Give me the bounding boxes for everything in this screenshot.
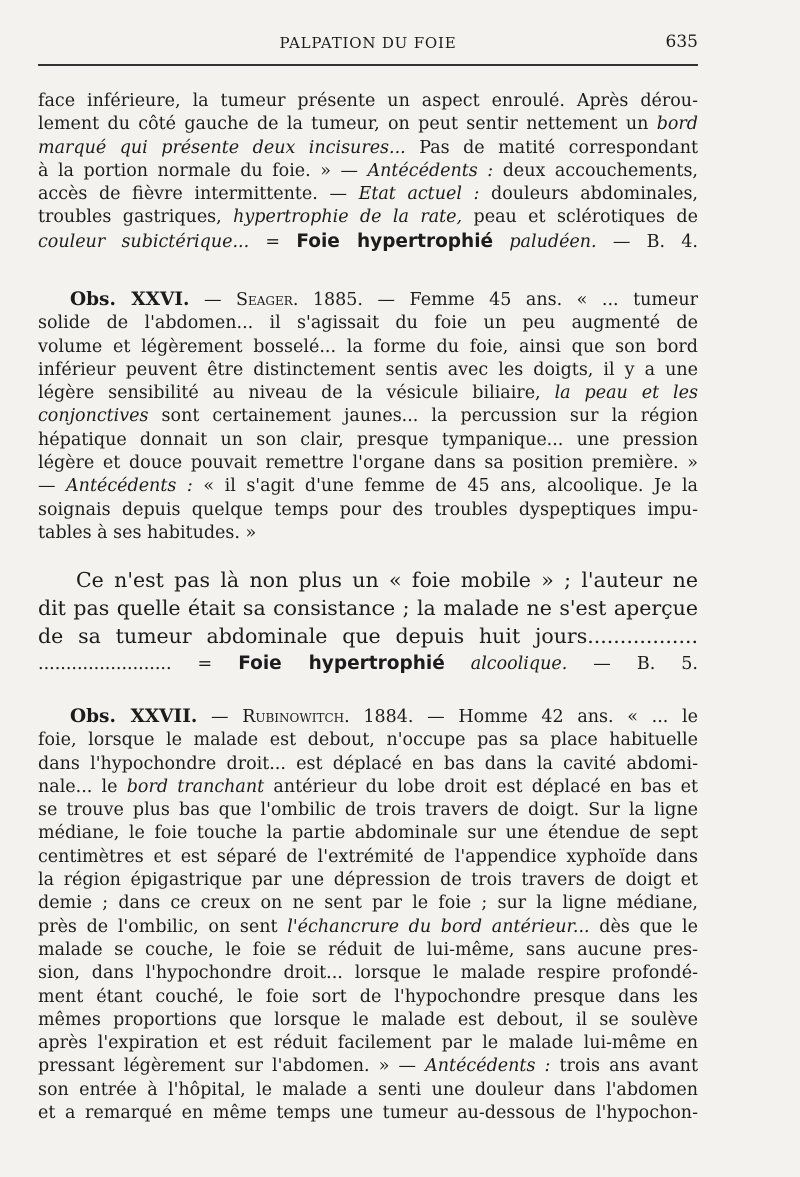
text: mêmes proportions que lorsque le malade est debout, il se soulève (38, 1009, 698, 1030)
text-line (38, 160, 698, 183)
text: trois ans avant (550, 1056, 698, 1077)
observation-xxvii (38, 705, 698, 1125)
text: Ce n'est pas là non plus un « foie mobile » ; l'auteur ne (76, 568, 698, 592)
page-number: 635 (665, 32, 698, 52)
text-line (38, 452, 698, 475)
text-line (38, 312, 698, 335)
text: centimètres et est séparé de l'extrémité de l'appendice xyphoïde dans (38, 846, 698, 867)
text: médiane, le foie touche la partie abdominale sur une étendue de sept (38, 823, 698, 844)
text: ........................ = (38, 654, 239, 674)
text: son entrée à l'hôpital, le malade a senti une douleur dans l'abdomen (38, 1079, 698, 1100)
text: « il s'agit d'une femme de 45 ans, alcoolique. Je la (192, 476, 698, 497)
text: légère et douce pouvait remettre l'organe dans sa position première. » (38, 453, 698, 474)
text-line (38, 939, 698, 962)
commentary-paragraph (38, 566, 698, 678)
text-line (38, 869, 698, 892)
text: dit pas quelle était sa consistance ; la malade ne s'est aperçue (38, 596, 698, 620)
text-line (38, 1055, 698, 1078)
italic-text: bord (656, 114, 698, 135)
text-line (38, 822, 698, 845)
page-header (38, 34, 698, 56)
text: dès que le (589, 916, 698, 937)
header-rule (38, 64, 698, 66)
text: à la portion normale du foie. » — (38, 160, 368, 181)
author-name: Seager (236, 290, 293, 310)
text: . 1884. — Homme 42 ans. « ... le (344, 707, 698, 727)
italic-text: Antécédents : (425, 1056, 551, 1077)
text: — (189, 290, 237, 310)
text: lement du côté gauche de la tumeur, on peut sentir nettement un (38, 114, 657, 135)
italic-text: marqué qui présente deux incisures... (38, 137, 406, 158)
italic-text: Antécédents : (367, 160, 494, 181)
text: demie ; dans ce creux on ne sent par le foie ; sur la ligne médiane, (38, 893, 698, 914)
text: peau et sclérotiques de (462, 207, 698, 228)
text-line (38, 566, 698, 594)
running-title: PALPATION DU FOIE (279, 34, 457, 52)
text: nale... le (38, 776, 127, 797)
diagnosis-label: Foie hypertrophié (296, 230, 494, 252)
text: légère sensibilité au niveau de la vésicule biliaire, (38, 383, 555, 404)
text: solide de l'abdomen... il s'agissait du foie un peu augmenté de (38, 313, 698, 334)
italic-text: Antécédents : (66, 476, 193, 497)
text-line (38, 137, 698, 160)
text: soignais depuis quelque temps pour des troubles dyspeptiques impu- (38, 499, 698, 520)
author-name: Rubinowitch (242, 707, 345, 727)
text-line (38, 522, 698, 545)
text-line (38, 650, 698, 678)
text-line (38, 622, 698, 650)
text-line (38, 405, 698, 428)
text-line (38, 986, 698, 1009)
text-line (38, 892, 698, 915)
text-line (38, 776, 698, 799)
text-line (38, 916, 698, 939)
text-line (38, 336, 698, 359)
text (445, 654, 471, 674)
text-line (38, 288, 698, 312)
text: Pas de matité correspondant (405, 137, 698, 158)
text: dans l'hypochondre droit... est déplacé en bas dans la cavité abdomi- (38, 753, 698, 774)
text: foie, lorsque le malade est debout, n'occupe pas sa place habituelle (38, 730, 698, 751)
text: hépatique donnait un son clair, presque tympanique... une pression (38, 429, 698, 450)
italic-text: conjonctives (38, 406, 149, 427)
text: pressant légèrement sur l'abdomen. » — (38, 1056, 426, 1077)
case-reference: — B. 5. (567, 654, 698, 674)
text (493, 232, 509, 252)
text-line (38, 429, 698, 452)
text: troubles gastriques, (38, 207, 234, 228)
text: accès de fièvre intermittente. — (38, 184, 359, 205)
text-line (38, 962, 698, 985)
text: douleurs abdominales, (479, 184, 698, 205)
text-line (38, 382, 698, 405)
text: et a remarqué en même temps une tumeur au-dessous de l'hypochon- (38, 1103, 698, 1124)
italic-text: couleur subictérique... (38, 231, 250, 252)
observation-xxvi (38, 288, 698, 545)
text-line (38, 753, 698, 776)
text: — (38, 476, 67, 497)
text-line (38, 799, 698, 822)
text-line (38, 594, 698, 622)
text-line (38, 1102, 698, 1125)
text: sion, dans l'hypochondre droit... lorsque le malade respire profondé- (38, 963, 698, 984)
text-line (38, 705, 698, 729)
text-line (38, 359, 698, 382)
text: après l'expiration et est réduit facilement par le malade lui-même en (38, 1033, 698, 1054)
italic-text: hypertrophie de la rate, (233, 207, 463, 228)
text-line (38, 1009, 698, 1032)
text-line (38, 846, 698, 869)
text: près de l'ombilic, on sent (38, 916, 288, 937)
text: sont certainement jaunes... la percussion sur la région (148, 406, 698, 427)
text-line (38, 230, 698, 254)
italic-text: bord tranchant (126, 776, 265, 797)
text: . 1885. — Femme 45 ans. « ... tumeur (292, 290, 698, 310)
italic-text: paludéen. (509, 231, 597, 252)
text: se trouve plus bas que l'ombilic de trois travers de doigt. Sur la ligne (38, 800, 698, 821)
text: inférieur peuvent être distinctement sentis avec les doigts, il y a une (38, 359, 698, 380)
text: malade se couche, le foie se réduit de lui-même, sans aucune pres- (38, 939, 698, 960)
text: volume et légèrement bosselé... la forme du foie, ainsi que son bord (38, 336, 698, 357)
observation-number: Obs. XXVII. (70, 706, 198, 727)
text: deux accouchements, (493, 160, 698, 181)
observation-number: Obs. XXVI. (70, 289, 190, 310)
text: antérieur du lobe droit est déplacé en bas et (264, 776, 698, 797)
text-line (38, 206, 698, 229)
text-line (38, 729, 698, 752)
italic-text: Etat actuel : (358, 184, 480, 205)
text-line (38, 1079, 698, 1102)
case-reference: — B. 4. (596, 231, 698, 252)
text-line (38, 1032, 698, 1055)
text: = (249, 231, 297, 252)
text: ment étant couché, le foie sort de l'hypochondre presque dans les (38, 986, 698, 1007)
text: — (197, 707, 243, 727)
text-line (38, 90, 698, 113)
text: de sa tumeur abdominale que depuis huit jours................. (38, 624, 698, 648)
text: face inférieure, la tumeur présente un aspect enroulé. Après dérou- (38, 91, 698, 111)
text-line (38, 499, 698, 522)
italic-text: alcoolique. (470, 654, 568, 674)
text-line (38, 475, 698, 498)
text-line (38, 183, 698, 206)
text: la région épigastrique par une dépression de trois travers de doigt et (38, 870, 698, 891)
text-line (38, 113, 698, 136)
paragraph-case-b4 (38, 90, 698, 254)
text: tables à ses habitudes. » (38, 522, 257, 543)
italic-text: l'échancrure du bord antérieur... (287, 916, 590, 937)
diagnosis-label: Foie hypertrophié (238, 653, 445, 674)
italic-text: la peau et les (554, 383, 698, 404)
